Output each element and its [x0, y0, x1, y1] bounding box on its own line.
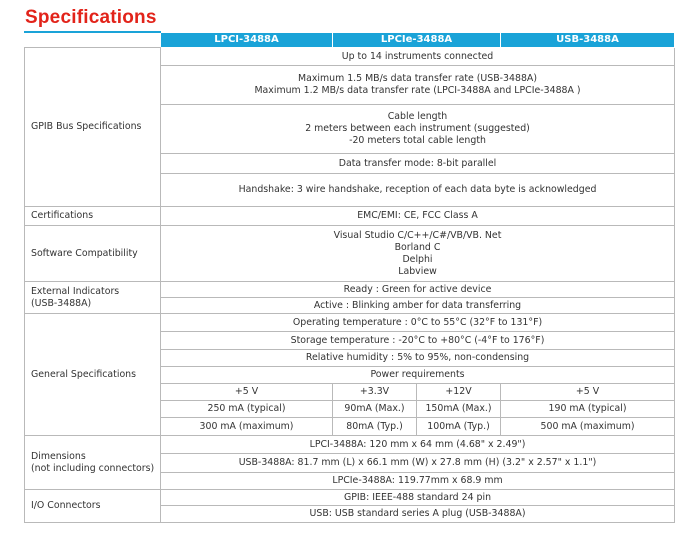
- table-row: [25, 436, 675, 454]
- general-label: General Specifications: [25, 314, 161, 436]
- software-label: Software Compatibility: [25, 226, 161, 282]
- table-row: [25, 226, 675, 282]
- power-typ-2: 90mA (Max.): [333, 401, 417, 418]
- io-usb: USB: USB standard series A plug (USB-3488A): [161, 506, 675, 523]
- indicators-label-2: (USB-3488A): [31, 297, 92, 309]
- power-max-3: 100mA (Typ.): [417, 418, 501, 436]
- indicators-label-1: External Indicators: [31, 285, 120, 297]
- table-row: [25, 282, 675, 298]
- software-cell: [161, 226, 675, 282]
- indicators-label: [25, 282, 161, 314]
- software-line-3: Delphi: [402, 253, 433, 265]
- dimensions-lpcie: LPCIe-3488A: 119.77mm x 68.9 mm: [161, 473, 675, 490]
- software-line-1: Visual Studio C/C++/C#/VB/VB. Net: [333, 229, 502, 241]
- header-lpci: LPCI-3488A: [161, 32, 333, 48]
- software-line-2: Borland C: [394, 241, 441, 253]
- gpib-mode: Data transfer mode: 8-bit parallel: [161, 154, 675, 174]
- header-usb: USB-3488A: [501, 32, 675, 48]
- power-volt-4: +5 V: [501, 384, 675, 401]
- power-volt-3: +12V: [417, 384, 501, 401]
- general-op-temp: Operating temperature : 0°C to 55°C (32°F to 131°F): [161, 314, 675, 332]
- gpib-handshake: Handshake: 3 wire handshake, reception of each data byte is acknowledged: [161, 174, 675, 207]
- header-lpcie: LPCIe-3488A: [333, 32, 501, 48]
- table-row: [25, 314, 675, 332]
- power-volt-1: +5 V: [161, 384, 333, 401]
- gpib-instruments: Up to 14 instruments connected: [161, 48, 675, 66]
- table-row: [25, 207, 675, 226]
- gpib-rate-1: Maximum 1.5 MB/s data transfer rate (USB-3488A): [298, 73, 537, 84]
- dimensions-lpci: LPCI-3488A: 120 mm x 64 mm (4.68" x 2.49"): [161, 436, 675, 454]
- gpib-cable-3: -20 meters total cable length: [349, 135, 486, 146]
- gpib-label: GPIB Bus Specifications: [25, 48, 161, 207]
- table-row: [25, 48, 675, 66]
- general-power: Power requirements: [161, 367, 675, 384]
- cert-value: EMC/EMI: CE, FCC Class A: [161, 207, 675, 226]
- gpib-cable-1: Cable length: [387, 111, 448, 122]
- power-typ-3: 150mA (Max.): [417, 401, 501, 418]
- software-line-4: Labview: [398, 265, 437, 277]
- page-title: Specifications: [25, 7, 157, 28]
- power-max-2: 80mA (Typ.): [333, 418, 417, 436]
- gpib-rate-cell: [161, 66, 675, 105]
- power-typ-1: 250 mA (typical): [161, 401, 333, 418]
- spec-table: [24, 31, 675, 523]
- cert-label: Certifications: [25, 207, 161, 226]
- dimensions-label-2: (not including connectors): [31, 462, 155, 474]
- table-row: [25, 490, 675, 506]
- power-max-4: 500 mA (maximum): [501, 418, 675, 436]
- io-gpib: GPIB: IEEE-488 standard 24 pin: [161, 490, 675, 506]
- io-label: I/O Connectors: [25, 490, 161, 523]
- gpib-rate-2: Maximum 1.2 MB/s data transfer rate (LPCI-3488A and LPCIe-3488A ): [254, 85, 581, 96]
- header-blank: [25, 32, 161, 48]
- power-max-1: 300 mA (maximum): [161, 418, 333, 436]
- general-storage-temp: Storage temperature : -20°C to +80°C (-4°F to 176°F): [161, 332, 675, 350]
- general-humidity: Relative humidity : 5% to 95%, non-condensing: [161, 350, 675, 367]
- gpib-cable-2: 2 meters between each instrument (suggested): [305, 123, 530, 134]
- power-typ-4: 190 mA (typical): [501, 401, 675, 418]
- power-volt-2: +3.3V: [333, 384, 417, 401]
- indicator-ready: Ready : Green for active device: [161, 282, 675, 298]
- indicator-active: Active : Blinking amber for data transferring: [161, 298, 675, 314]
- dimensions-label-1: Dimensions: [31, 450, 86, 462]
- dimensions-label: [25, 436, 161, 490]
- header-row: [25, 32, 675, 48]
- gpib-cable-cell: [161, 105, 675, 154]
- dimensions-usb: USB-3488A: 81.7 mm (L) x 66.1 mm (W) x 27.8 mm (H) (3.2" x 2.57" x 1.1"): [161, 454, 675, 473]
